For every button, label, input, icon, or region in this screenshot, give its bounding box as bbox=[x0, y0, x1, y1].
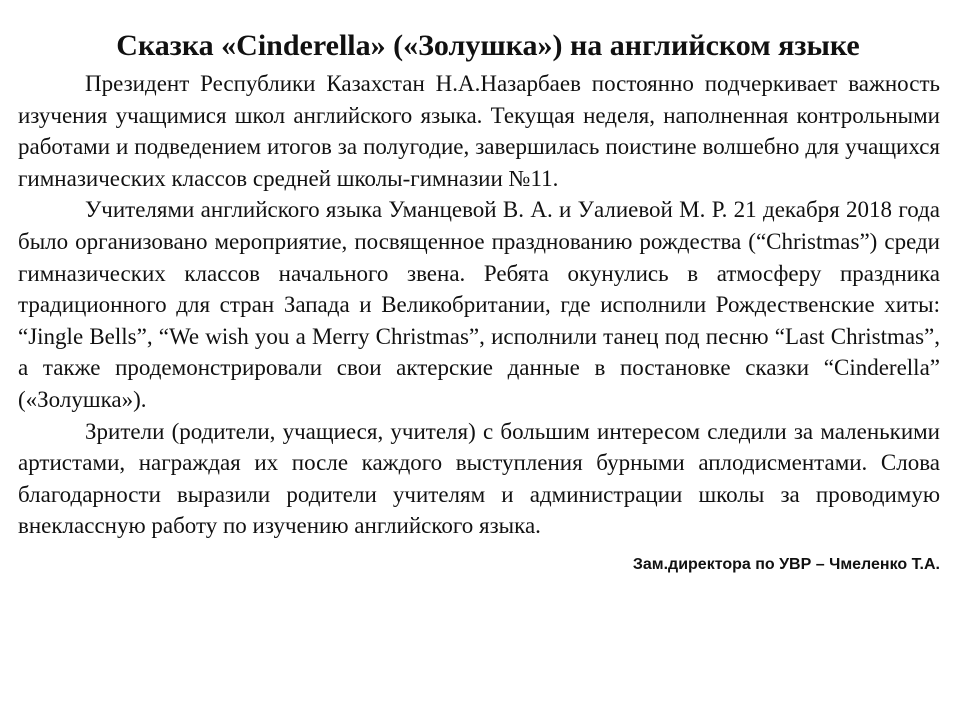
paragraph-3: Зрители (родители, учащиеся, учителя) с большим интересом следили за маленькими артистами, награждая их после каждого выступления бурными аплодисментами. Слова благодарности выразили родители учителям и администрации школы за проводимую внеклассную работу по изучению английского языка. bbox=[18, 418, 940, 539]
paragraph-2: Учителями английского языка Уманцевой В. А. и Уалиевой М. Р. 21 декабря 2018 года было организовано мероприятие, посвященное празднованию рождества (“Christmas”) среди гимназических классов начального звена. Ребята окунулись в атмосферу праздника традиционного для стран Запада и Великобритании, где исполнили Рождественские хиты: “Jingle Bells”, “We wish you a Merry Christmas”, исполнили танец под песню “Last Christmas”, а также продемонстрировали свои актерские данные в постановке сказки “Cinderella” («Золушка»). bbox=[18, 197, 940, 412]
paragraph-1: Президент Республики Казахстан Н.А.Назарбаев постоянно подчеркивает важность изучения учащимися школ английского языка. Текущая неделя, наполненная контрольными работами и подведением итогов за полугодие, завершилась поистине волшебно для учащихся гимназических классов средней школы-гимназии №11. bbox=[18, 71, 940, 191]
document-title: Сказка «Cinderella» («Золушка») на английском языке bbox=[116, 29, 860, 62]
author-signature: Зам.директора по УВР – Чмеленко Т.А. bbox=[632, 555, 940, 573]
document-page bbox=[18, 28, 940, 576]
